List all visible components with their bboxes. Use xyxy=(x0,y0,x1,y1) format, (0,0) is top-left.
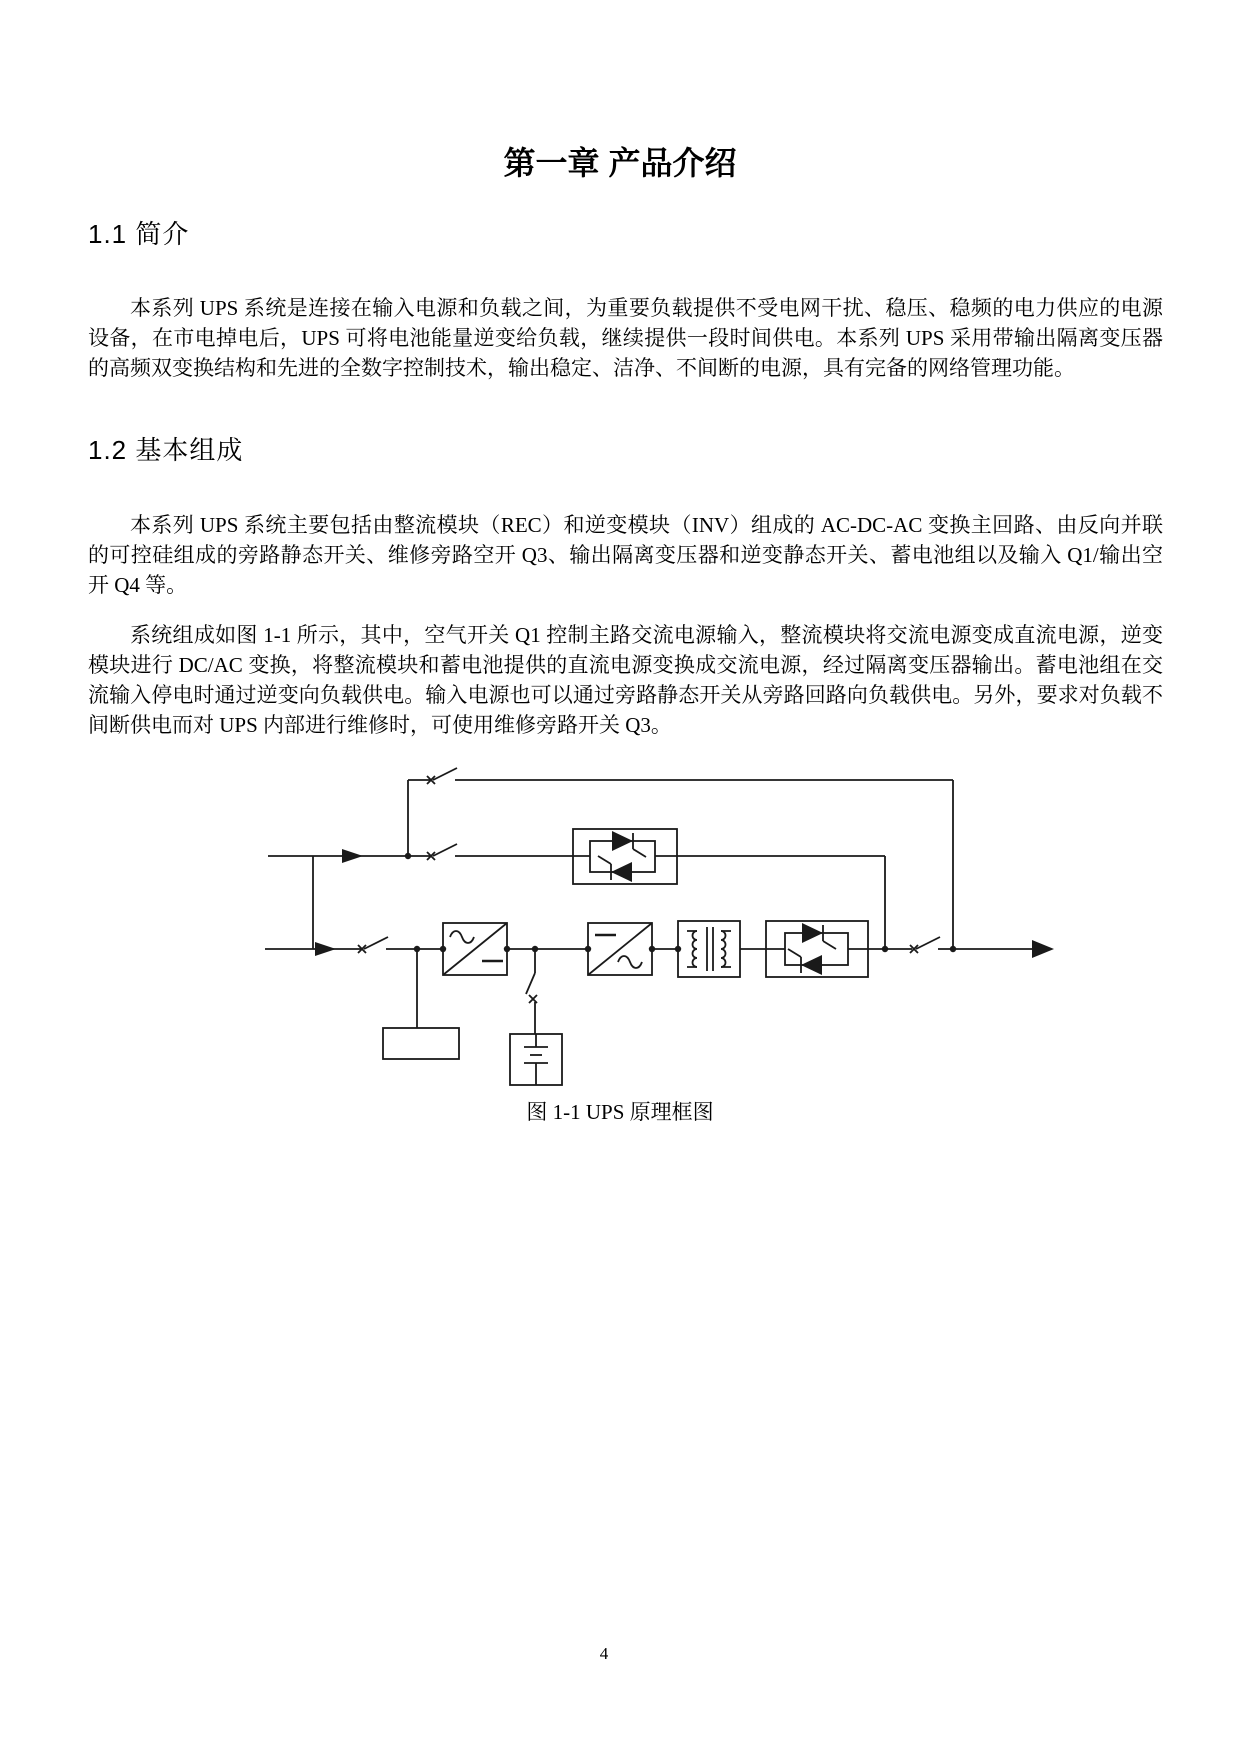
page-title: 第一章 产品介绍 xyxy=(503,145,737,181)
figure-caption: 图 1-1 UPS 原理框图 xyxy=(526,1100,714,1124)
isolation-transformer-icon xyxy=(678,921,740,977)
inverter-icon xyxy=(585,923,655,975)
ac-output-arrow-icon xyxy=(1032,940,1054,958)
bypass-branch xyxy=(268,829,885,949)
ac-input-arrow-icon xyxy=(342,849,363,863)
bypass-breaker-icon xyxy=(427,844,457,860)
section-heading-1-1: 1.1 简介 xyxy=(88,219,190,249)
input-breaker-icon xyxy=(358,937,388,953)
page-number: 4 xyxy=(599,1644,609,1663)
battery-breaker-icon xyxy=(526,973,537,1003)
maintenance-bypass-breaker-icon xyxy=(408,768,457,784)
paragraph-composition-2: 系统组成如图 1-1 所示，其中，空气开关 Q1 控制主路交流电源输入，整流模块将交流电源变成直流电源，逆变模块进行 DC/AC 变换，将整流模块和蓄电池提供的直流电源变换成交流电源，经过隔离变压器输出。蓄电池组在交流输入停电时通过逆变向负载供电。输入电源也可以通过旁路静态开关从旁路回路向负载供电。另外，要求对负载不间断供电而对 UPS 内部进行维修时，可使用维修旁路开关 Q3。 xyxy=(88,623,1163,737)
paragraph-intro: 本系列 UPS 系统是连接在输入电源和负载之间，为重要负载提供不受电网干扰、稳压、稳频的电力供应的电源设备，在市电掉电后，UPS 可将电池能量逆变给负载，继续提供一段时间供电。本系列 UPS 采用带输出隔离变压器的高频双变换结构和先进的全数字控制技术，输出稳定、洁净、不间断的电源，具有完备的网络管理功能。 xyxy=(88,296,1163,380)
battery-branch xyxy=(510,949,562,1085)
main-branch xyxy=(265,856,1054,1085)
charger-box xyxy=(383,949,459,1059)
paragraph-composition-1: 本系列 UPS 系统主要包括由整流模块（REC）和逆变模块（INV）组成的 AC-DC-AC 变换主回路、由反向并联的可控硅组成的旁路静态开关、维修旁路空开 Q3、输出隔离变压器和逆变静态开关、蓄电池组以及输入 Q1/输出空开 Q4 等。 xyxy=(88,513,1163,597)
ac-input-arrow-icon xyxy=(315,942,336,956)
bypass-static-switch-icon xyxy=(573,829,677,884)
inverter-static-switch-icon xyxy=(766,921,868,977)
battery-icon xyxy=(510,1034,562,1085)
output-breaker-icon xyxy=(910,937,940,953)
section-heading-1-2: 1.2 基本组成 xyxy=(88,435,244,465)
rectifier-icon xyxy=(440,923,510,975)
ups-block-diagram xyxy=(240,755,1080,1100)
